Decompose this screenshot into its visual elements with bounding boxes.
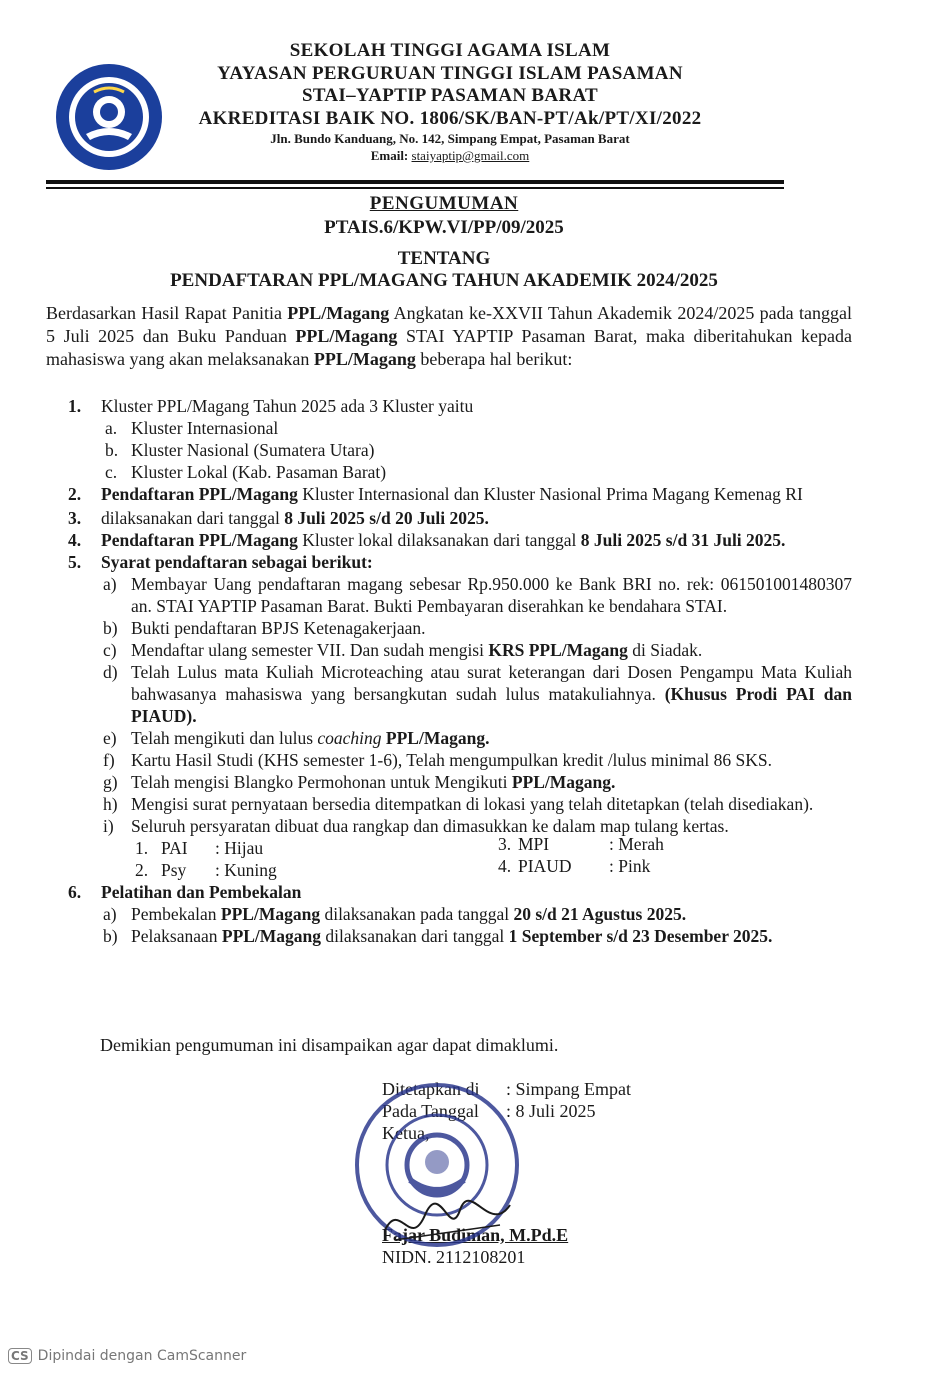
training-item [101,903,852,925]
training-item [101,925,852,947]
cluster-item [101,461,852,483]
requirement-letter: c) [103,640,117,660]
item-number: 1. [68,396,82,416]
list-item-2 [46,483,852,505]
cluster-item [101,439,852,461]
intro-bold-2: PPL/Magang [295,326,398,346]
color-value: : Pink [609,856,651,876]
color-num: 1. [135,838,149,858]
item-bold: Pendaftaran PPL/Magang [101,484,298,504]
requirement-letter: d) [103,662,118,682]
list-item-4 [46,529,852,551]
folder-color-table [131,834,852,881]
item-number: 3. [68,508,82,528]
requirement-text [131,771,852,793]
requirement-body: Telah Lulus mata Kuliah Microteaching atau surat keterangan dari Dosen Pengampu Mata Kuliah bahwasanya mahasiswa yang bersangkutan sudah lulus matakuliahnya. [131,662,852,704]
address-line: Jln. Bundo Kanduang, No. 142, Simpang Empat, Pasaman Barat [270,131,630,146]
training-bold-2: 1 September s/d 23 Desember 2025. [508,926,773,946]
color-num: 3. [498,834,512,854]
requirement-body: Mendaftar ulang semester VII. Dan sudah mengisi [131,640,489,660]
intro-text-1: Berdasarkan Hasil Rapat Panitia [46,303,288,323]
intro-text-4: beberapa hal berikut: [415,349,573,369]
intro-paragraph [46,302,852,371]
requirement-body: Telah mengikuti dan lulus [131,728,318,748]
color-num: 2. [135,860,149,880]
cluster-item [101,417,852,439]
letterhead-rule-thick [46,180,784,184]
requirement-bold: PPL/Magang. [511,772,616,792]
requirement-italic: coaching [317,728,382,748]
requirement-text: Kartu Hasil Studi (KHS semester 1-6), Telah mengumpulkan kredit /lulus minimal 86 SKS. [131,750,773,770]
requirement-letter: b) [103,618,118,638]
intro-text-3: STAI YAPTIP Pasaman Barat, maka diberitahukan kepada mahasiswa yang akan melaksanakan [46,326,852,369]
item-body: Kluster Internasional dan Kluster Nasional Prima Magang Kemenag RI [297,484,803,504]
requirement-text: Mengisi surat pernyataan bersedia ditempatkan di lokasi yang telah ditetapkan (telah disediakan). [131,794,814,814]
email-label: Email: [370,148,412,163]
requirement-item [101,815,852,837]
item-text [101,507,852,529]
place-label: Ditetapkan di [382,1079,480,1099]
announcement-number: PTAIS.6/KPW.VI/PP/09/2025 [324,217,564,238]
place-value: : Simpang Empat [506,1079,631,1099]
announcement-subject: PENDAFTARAN PPL/MAGANG TAHUN AKADEMIK 2024/2025 [170,270,718,291]
item-bold: Syarat pendaftaran sebagai berikut: [101,552,373,572]
requirement-item [101,749,852,771]
requirement-text [131,661,852,727]
color-value: : Kuning [215,860,277,880]
closing-sentence: Demikian pengumuman ini disampaikan agar dapat dimaklumi. [100,1035,559,1055]
training-text [131,925,852,947]
cluster-text: Kluster Nasional (Sumatera Utara) [131,440,375,460]
color-value: : Hijau [215,838,264,858]
item-body: dilaksanakan dari tanggal [101,508,285,528]
signer-nidn: NIDN. 2112108201 [382,1247,526,1267]
item-number: 6. [68,882,82,902]
training-text [131,903,852,925]
training-bold: PPL/Magang [221,926,322,946]
training-bold-2: 20 s/d 21 Agustus 2025. [513,904,687,924]
color-num: 4. [498,856,512,876]
cluster-text: Kluster Lokal (Kab. Pasaman Barat) [131,462,387,482]
date-label: Pada Tanggal [382,1101,479,1121]
requirement-body: Telah mengisi Blangko Permohonan untuk Mengikuti [131,772,512,792]
handwritten-signature [380,1180,520,1260]
training-letter: b) [103,926,118,946]
requirement-letter: f) [103,750,115,770]
requirement-bold: PPL/Magang. [381,728,490,748]
item-text: Kluster PPL/Magang Tahun 2025 ada 3 Kluster yaitu [101,396,474,416]
requirement-text: Bukti pendaftaran BPJS Ketenagakerjaan. [131,618,426,638]
email-value: staiyaptip@gmail.com [411,148,530,163]
training-body: Pembekalan [131,904,221,924]
requirement-body-2: di Siadak. [627,640,703,660]
requirement-letter: e) [103,728,117,748]
item-bold: Pendaftaran PPL/Magang [101,530,298,550]
requirement-item [101,771,852,793]
scanner-footer [8,1348,246,1364]
letterhead-line-2: YAYASAN PERGURUAN TINGGI ISLAM PASAMAN [217,62,683,84]
item-body: Kluster lokal dilaksanakan dari tanggal [297,530,581,550]
intro-text-2: Angkatan ke-XXVII Tahun Akademik 2024/2025 pada tanggal 5 Juli 2025 dan Buku Panduan [46,303,852,346]
signer-role: Ketua, [382,1123,430,1143]
training-body-2: dilaksanakan dari tanggal [321,926,509,946]
list-item-3 [46,507,852,529]
requirement-text: Membayar Uang pendaftaran magang sebesar Rp.950.000 ke Bank BRI no. rek: 061501001480307 an. STAI YAPTIP Pasaman Barat. Bukti Pembayaran diserahkan ke bendahara STAI. [131,574,852,616]
training-body: Pelaksanaan [131,926,222,946]
accreditation-line: AKREDITASI BAIK NO. 1806/SK/BAN-PT/Ak/PT/XI/2022 [198,107,702,129]
requirement-item [101,617,852,639]
requirement-item [101,661,852,727]
item-text [101,551,852,573]
requirement-letter: a) [103,574,117,594]
color-prodi: MPI [518,834,550,854]
color-prodi: PIAUD [518,856,572,876]
requirement-bold: KRS PPL/Magang [488,640,628,660]
intro-bold-3: PPL/Magang [313,349,416,369]
institution-logo [54,62,164,172]
announcement-heading: PENGUMUMAN [369,193,519,214]
letterhead-rule-thin [46,187,784,189]
list-item-6 [46,881,852,903]
cluster-text: Kluster Internasional [131,418,279,438]
letterhead-line-3: STAI–YAPTIP PASAMAN BARAT [301,85,599,106]
item-bold-2: 8 Juli 2025 s/d 31 Juli 2025. [580,530,786,550]
requirement-item [101,793,852,815]
list-item-1 [46,395,852,417]
announcement-about: TENTANG [397,248,491,269]
training-bold: PPL/Magang [220,904,321,924]
requirement-text [131,727,852,749]
cluster-letter: a. [105,418,118,438]
item-text [101,483,852,505]
announcement-list [46,395,852,947]
date-value: : 8 Juli 2025 [506,1101,596,1121]
intro-bold-1: PPL/Magang [287,303,390,323]
item-number: 4. [68,530,82,550]
requirement-letter: g) [103,772,118,792]
color-value: : Merah [609,834,664,854]
color-prodi: PAI [161,838,188,858]
color-prodi: Psy [161,860,187,880]
signer-name: Fajar Budiman, M.Pd.E [382,1225,569,1245]
item-bold: Pelatihan dan Pembekalan [101,882,302,902]
requirement-item [101,573,852,617]
requirement-bold: (Khusus Prodi PAI dan PIAUD). [131,684,852,726]
list-item-5 [46,551,852,573]
training-body-2: dilaksanakan pada tanggal [320,904,514,924]
requirement-text: Seluruh persyaratan dibuat dua rangkap dan dimasukkan ke dalam map tulang kertas. [131,816,729,836]
scanner-label: Dipindai dengan CamScanner [37,1348,247,1364]
cluster-letter: b. [105,440,119,460]
requirement-letter: i) [103,816,114,836]
camscanner-icon: CS [8,1348,32,1364]
item-text [101,881,852,903]
requirement-letter: h) [103,794,118,814]
requirement-text [131,639,852,661]
requirement-item [101,639,852,661]
training-letter: a) [103,904,117,924]
letterhead-line-1: SEKOLAH TINGGI AGAMA ISLAM [289,40,611,61]
item-number: 2. [68,484,82,504]
letterhead [170,40,730,164]
requirement-item [101,727,852,749]
cluster-letter: c. [105,462,118,482]
item-text [101,529,852,551]
item-number: 5. [68,552,82,572]
email-line [170,147,730,164]
item-bold: 8 Juli 2025 s/d 20 Juli 2025. [284,508,489,528]
